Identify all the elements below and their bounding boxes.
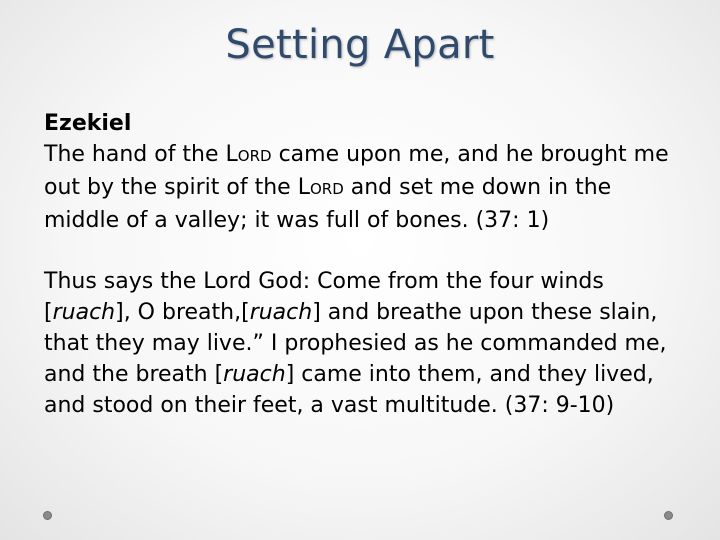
ruach-term: ruach — [52, 300, 116, 325]
verse-37-9-text-c: ] and breathe upon these slain, that they may live.” I prophesied as he commanded me, and the breath [ — [44, 300, 667, 387]
verse-37-1-text-a: The hand of the L — [44, 142, 238, 167]
lord-small-caps: ORD — [309, 180, 344, 198]
bullet-dot-left-icon — [43, 511, 52, 520]
verse-37-9-text-a: Thus says the Lord God: Come from the four winds [ — [44, 269, 604, 325]
verse-37-9-text-b: ], O breath,[ — [115, 300, 250, 325]
lord-small-caps: ORD — [237, 147, 272, 165]
verse-37-1-text-c: and set me down in the middle of a valley; it was full of bones. (37: 1) — [44, 175, 612, 233]
body-heading: Ezekiel — [44, 111, 132, 136]
verse-37-9-10 — [44, 266, 684, 421]
ruach-term: ruach — [249, 300, 313, 325]
slide-body — [44, 108, 684, 421]
verse-37-9-text-d: ] came into them, and they lived, and stood on their feet, a vast multitude. (37: 9-10) — [44, 362, 654, 418]
slide-title: Setting Apart — [225, 22, 495, 68]
verse-37-1 — [44, 139, 684, 236]
verse-37-1-text-b: came upon me, and he brought me out by the spirit of the L — [44, 142, 669, 200]
ruach-term: ruach — [223, 362, 286, 387]
bullet-dot-right-icon — [664, 511, 673, 520]
